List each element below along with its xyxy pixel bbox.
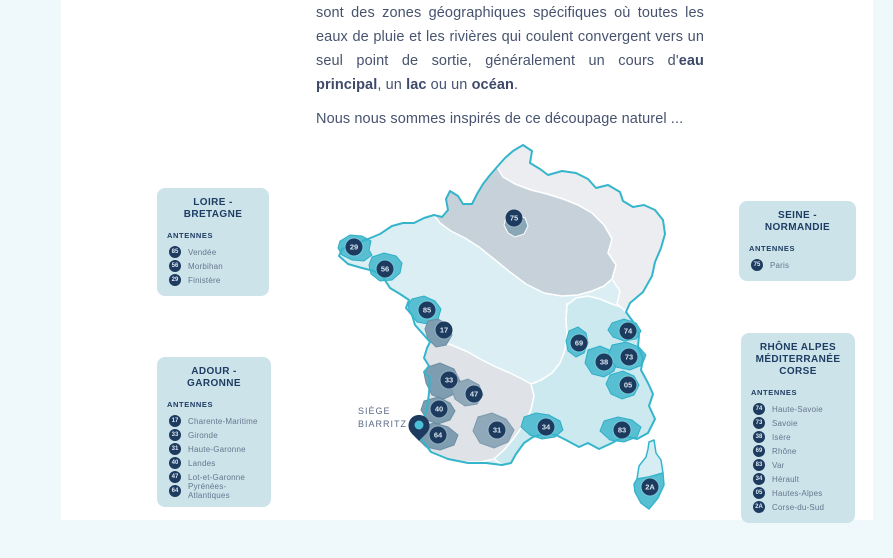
map-department-badge: 29 bbox=[346, 239, 363, 256]
antenna-item bbox=[169, 429, 263, 441]
map-department-badge: 69 bbox=[571, 335, 588, 352]
intro-bold-eau-principal: eau principal bbox=[316, 53, 704, 93]
antenna-name: Corse-du-Sud bbox=[772, 502, 825, 512]
antenna-name: Var bbox=[772, 460, 785, 470]
antenna-item bbox=[753, 487, 847, 499]
antenna-item bbox=[753, 445, 847, 457]
department-number-badge: 17 bbox=[169, 415, 181, 427]
antenna-item bbox=[169, 443, 263, 455]
panel-seine-normandie bbox=[739, 201, 856, 281]
antenna-item bbox=[169, 246, 261, 258]
antenna-item bbox=[753, 501, 847, 513]
department-number-badge: 31 bbox=[169, 443, 181, 455]
map-department-badge: 38 bbox=[596, 354, 613, 371]
panel-subtitle: ANTENNES bbox=[167, 231, 214, 240]
antenna-name: Hérault bbox=[772, 474, 800, 484]
department-number-badge: 47 bbox=[169, 471, 181, 483]
antenna-name: Landes bbox=[188, 458, 216, 468]
antenna-name: Paris bbox=[770, 260, 790, 270]
antenna-item bbox=[169, 260, 261, 272]
antenna-item bbox=[751, 259, 848, 271]
map-badge-layer bbox=[336, 143, 676, 513]
panel-subtitle: ANTENNES bbox=[167, 400, 214, 409]
department-number-badge: 85 bbox=[169, 246, 181, 258]
antenna-item bbox=[169, 274, 261, 286]
antenna-name: Finistère bbox=[188, 275, 221, 285]
map-department-badge: 56 bbox=[377, 261, 394, 278]
content-card bbox=[61, 0, 873, 520]
department-number-badge: 29 bbox=[169, 274, 181, 286]
department-number-badge: 40 bbox=[169, 457, 181, 469]
antenna-name: Haute-Garonne bbox=[188, 444, 246, 454]
antenna-list bbox=[169, 415, 263, 500]
map-department-badge: 31 bbox=[489, 422, 506, 439]
antenna-name: Vendée bbox=[188, 247, 217, 257]
map-department-badge: 17 bbox=[436, 322, 453, 339]
intro-text: sont des zones géographiques spécifiques où toutes les eaux de pluie et les rivières qui coulent convergent vers un seul point de sortie, généralement un cours d' bbox=[316, 5, 704, 69]
map-department-badge: 05 bbox=[620, 377, 637, 394]
department-number-badge: 75 bbox=[751, 259, 763, 271]
panel-adour-garonne bbox=[157, 357, 271, 507]
antenna-name: Isère bbox=[772, 432, 791, 442]
panel-title: LOIRE - BRETAGNE bbox=[183, 197, 243, 220]
department-number-badge: 64 bbox=[169, 485, 181, 497]
intro-bold-lac: lac bbox=[406, 77, 427, 93]
map-department-badge: 75 bbox=[506, 210, 523, 227]
department-number-badge: 74 bbox=[753, 403, 765, 415]
antenna-name: Morbihan bbox=[188, 261, 223, 271]
department-number-badge: 56 bbox=[169, 260, 181, 272]
map-department-badge: 85 bbox=[419, 302, 436, 319]
department-number-badge: 83 bbox=[753, 459, 765, 471]
panel-rhone-alpes-mediterranee-corse bbox=[741, 333, 855, 523]
map-department-badge: 83 bbox=[614, 422, 631, 439]
department-number-badge: 34 bbox=[753, 473, 765, 485]
map-department-badge: 2A bbox=[642, 479, 659, 496]
map-department-badge: 34 bbox=[538, 419, 555, 436]
map-department-badge: 47 bbox=[466, 386, 483, 403]
france-watershed-map bbox=[336, 143, 676, 513]
antenna-name: Pyrénées-Atlantiques bbox=[188, 482, 230, 500]
antenna-list bbox=[169, 246, 261, 286]
map-department-badge: 40 bbox=[431, 401, 448, 418]
department-number-badge: 05 bbox=[753, 487, 765, 499]
antenna-list bbox=[753, 403, 847, 513]
antenna-item bbox=[753, 417, 847, 429]
antenna-item bbox=[753, 473, 847, 485]
intro-paragraph: sont des zones géographiques spécifiques où toutes les eaux de pluie et les rivières qui coulent convergent vers un seul point de sortie, généralement un cours d'eau principal, un lac ou un océan. bbox=[316, 5, 704, 93]
antenna-name: Gironde bbox=[188, 430, 218, 440]
map-department-badge: 73 bbox=[621, 349, 638, 366]
antenna-item bbox=[753, 431, 847, 443]
antenna-name: Haute-Savoie bbox=[772, 404, 823, 414]
antenna-item bbox=[753, 459, 847, 471]
antenna-item bbox=[169, 457, 263, 469]
antenna-list bbox=[751, 259, 848, 271]
intro-paragraph-2: Nous nous sommes inspirés de ce découpage naturel ... bbox=[316, 111, 684, 127]
map-department-badge: 74 bbox=[620, 323, 637, 340]
map-department-badge: 33 bbox=[441, 372, 458, 389]
antenna-name: Rhône bbox=[772, 446, 797, 456]
panel-title: ADOUR - GARONNE bbox=[187, 366, 241, 389]
intro-bold-ocean: océan bbox=[471, 77, 514, 93]
panel-title: SEINE - NORMANDIE bbox=[764, 210, 831, 233]
antenna-item bbox=[169, 482, 263, 500]
map-department-badge: 64 bbox=[430, 427, 447, 444]
siege-biarritz-label: SIÈGE BIARRITZ bbox=[358, 406, 408, 429]
antenna-name: Charente-Maritime bbox=[188, 416, 258, 426]
intro-text-block bbox=[316, 1, 704, 131]
antenna-item bbox=[169, 415, 263, 427]
antenna-name: Lot-et-Garonne bbox=[188, 472, 246, 482]
panel-subtitle: ANTENNES bbox=[749, 244, 796, 253]
antenna-name: Savoie bbox=[772, 418, 798, 428]
panel-title: RHÔNE ALPES MÉDITERRANÉE CORSE bbox=[755, 342, 841, 377]
department-number-badge: 33 bbox=[169, 429, 181, 441]
department-number-badge: 2A bbox=[753, 501, 765, 513]
department-number-badge: 38 bbox=[753, 431, 765, 443]
antenna-item bbox=[753, 403, 847, 415]
panel-subtitle: ANTENNES bbox=[751, 388, 798, 397]
antenna-name: Hautes-Alpes bbox=[772, 488, 823, 498]
panel-loire-bretagne bbox=[157, 188, 269, 296]
department-number-badge: 73 bbox=[753, 417, 765, 429]
department-number-badge: 69 bbox=[753, 445, 765, 457]
